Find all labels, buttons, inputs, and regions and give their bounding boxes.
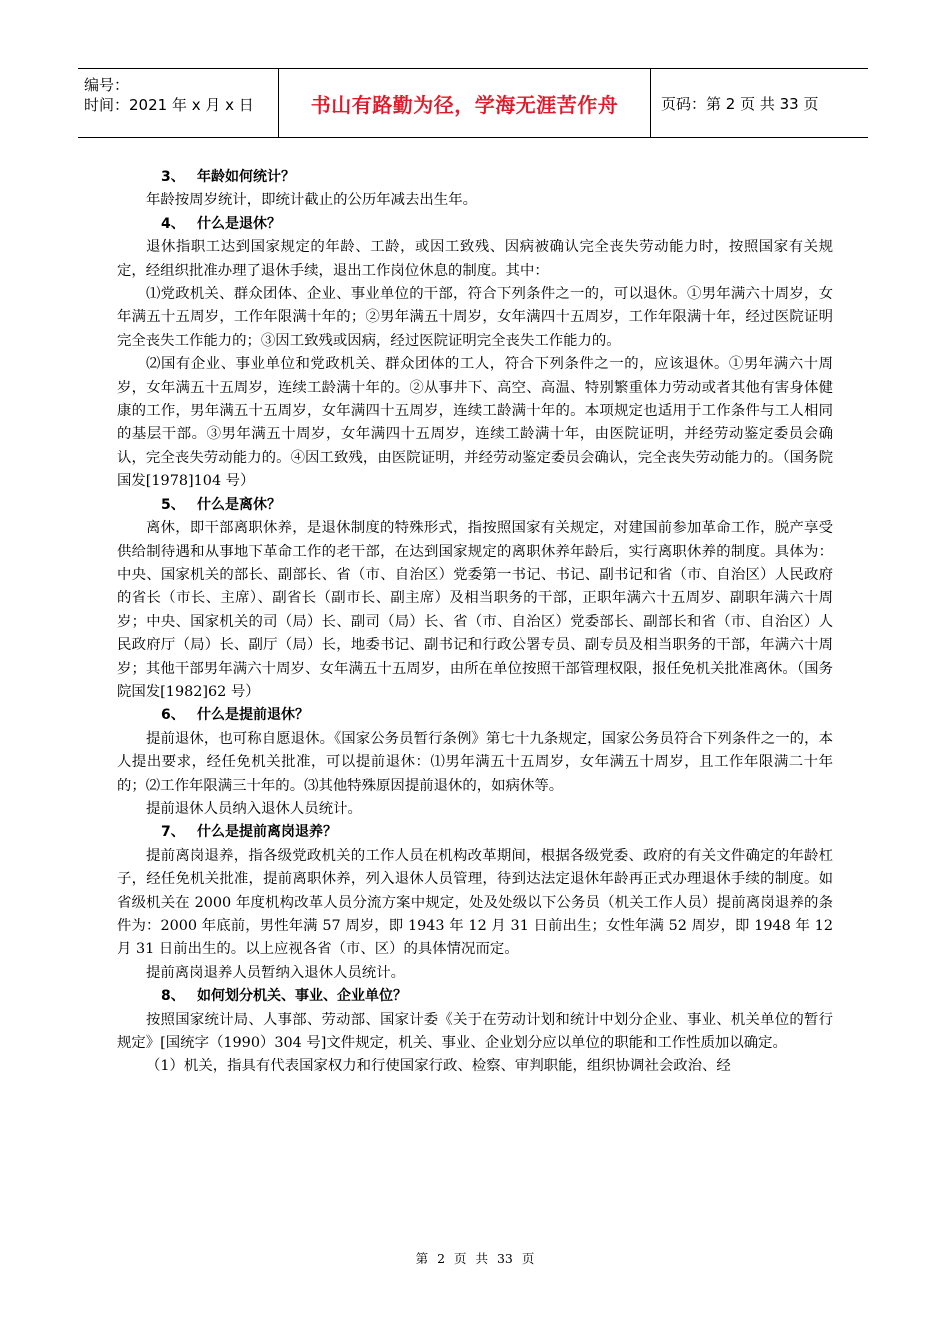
section-heading xyxy=(117,213,833,236)
paragraph: 提前退休，也可称自愿退休。《国家公务员暂行条例》第七十九条规定，国家公务员符合下列条件之一的，本人提出要求，经任免机关批准，可以提前退休：⑴男年满五十五周岁，女年满五十周岁，且工作年限满二十年的；⑵工作年限满三十年的。⑶其他特殊原因提前退休的，如病休等。 xyxy=(117,730,833,794)
section-heading xyxy=(117,494,833,517)
section-title: 什么是退休？ xyxy=(197,215,281,232)
section-heading xyxy=(117,704,833,727)
document-body xyxy=(117,166,833,1079)
paragraph: 提前离岗退养，指各级党政机关的工作人员在机构改革期间，根据各级党委、政府的有关文件确定的年龄杠子，经任免机关批准，提前离职休养，列入退休人员管理，待到达法定退休年龄再正式办理退休手续的制度。如省级机关在 2000 年度机构改革人员分流方案中规定，处及处级以下公务员（机关工作人员）提前离岗退养的条件为：2000 年底前，男性年满 57 周岁，即 1943 年 12 月 31 日前出生；女性年满 52 周岁，即 1948 年 12 月 31 日前出生的。以上应视各省（市、区）的具体情况而定。 xyxy=(117,847,833,958)
section-heading xyxy=(117,821,833,844)
paragraph: 年龄按周岁统计，即统计截止的公历年减去出生年。 xyxy=(146,192,477,209)
section-number: 3、 xyxy=(161,169,185,185)
paragraph: （1）机关，指具有代表国家权力和行使国家行政、检察、审判职能，组织协调社会政治、经 xyxy=(146,1058,731,1075)
section-number: 4、 xyxy=(161,215,185,232)
paragraph: 退休指职工达到国家规定的年龄、工龄，或因工致残、因病被确认完全丧失劳动能力时，按照国家有关规定，经组织批准办理了退休手续，退出工作岗位休息的制度。其中： xyxy=(117,239,833,279)
section-title: 什么是离休？ xyxy=(197,496,281,513)
section-heading xyxy=(117,985,833,1008)
section-title: 如何划分机关、事业、企业单位？ xyxy=(197,988,407,1005)
page-footer: 第 2 页 共 33 页 xyxy=(415,1251,535,1266)
header-meta xyxy=(78,69,279,137)
paragraph: 提前离岗退养人员暂纳入退休人员统计。 xyxy=(146,964,406,981)
section-number: 5、 xyxy=(161,496,185,513)
section-number: 7、 xyxy=(161,824,185,841)
section-title: 年龄如何统计？ xyxy=(197,169,295,185)
section-heading xyxy=(117,166,833,189)
paragraph: 按照国家统计局、人事部、劳动部、国家计委《关于在劳动计划和统计中划分企业、事业、机关单位的暂行规定》[国统字（1990）304 号]文件规定，机关、事业、企业划分应以单位的职能和工作性质加以确定。 xyxy=(117,1011,833,1052)
section-title: 什么是提前离岗退养？ xyxy=(197,824,337,841)
header-page-info: 页码：第 2 页 共 33 页 xyxy=(661,94,819,113)
page-header xyxy=(78,68,868,138)
paragraph: ⑵国有企业、事业单位和党政机关、群众团体的工人，符合下列条件之一的，应该退休。①男年满六十周岁，女年满五十五周岁，连续工龄满十年的。②从事井下、高空、高温、特别繁重体力劳动或者其他有害身体健康的工作，男年满五十五周岁，女年满四十五周岁，连续工龄满十年的。本项规定也适用于工作条件与工人相同的基层干部。③男年满五十周岁，女年满四十五周岁，连续工龄满十年，由医院证明，并经劳动鉴定委员会确认，完全丧失劳动能力的。④因工致残，由医院证明，并经劳动鉴定委员会确认，完全丧失劳动能力的。（国务院国发[1978]104 号） xyxy=(117,356,833,490)
paragraph: 提前退休人员纳入退休人员统计。 xyxy=(146,800,362,817)
section-number: 6、 xyxy=(161,707,185,724)
paragraph: 离休，即干部离职休养，是退休制度的特殊形式，指按照国家有关规定，对建国前参加革命工作，脱产享受供给制待遇和从事地下革命工作的老干部，在达到国家规定的离职休养年龄后，实行离职休养的制度。具体为：中央、国家机关的部长、副部长、省（市、自治区）党委第一书记、书记、副书记和省（市、自治区）人民政府的省长（市长、主席）、副省长（副市长、副主席）及相当职务的干部，正职年满六十五周岁、副职年满六十周岁；中央、国家机关的司（局）长、副司（局）长、省（市、自治区）党委部长、副部长和省（市、自治区）人民政府厅（局）长、副厅（局）长，地委书记、副书记和行政公署专员、副专员及相当职务的干部，年满六十周岁；其他干部男年满六十周岁、女年满五十五周岁，由所在单位按照干部管理权限，报任免机关批准离休。（国务院国发[1982]62 号） xyxy=(117,520,833,700)
time-label: 时间：2021 年 x 月 x 日 xyxy=(84,96,254,114)
section-number: 8、 xyxy=(161,988,185,1005)
header-motto: 书山有路勤为径，学海无涯苦作舟 xyxy=(279,69,651,137)
paragraph: ⑴党政机关、群众团体、企业、事业单位的干部，符合下列条件之一的，可以退休。①男年满六十周岁，女年满五十五周岁，工作年限满十年的；②男年满五十周岁，女年满四十五周岁，工作年限满十年，经过医院证明完全丧失工作能力的；③因工致残或因病，经过医院证明完全丧失工作能力的。 xyxy=(117,286,833,349)
number-label: 编号： xyxy=(84,76,130,94)
section-title: 什么是提前退休？ xyxy=(197,707,309,724)
